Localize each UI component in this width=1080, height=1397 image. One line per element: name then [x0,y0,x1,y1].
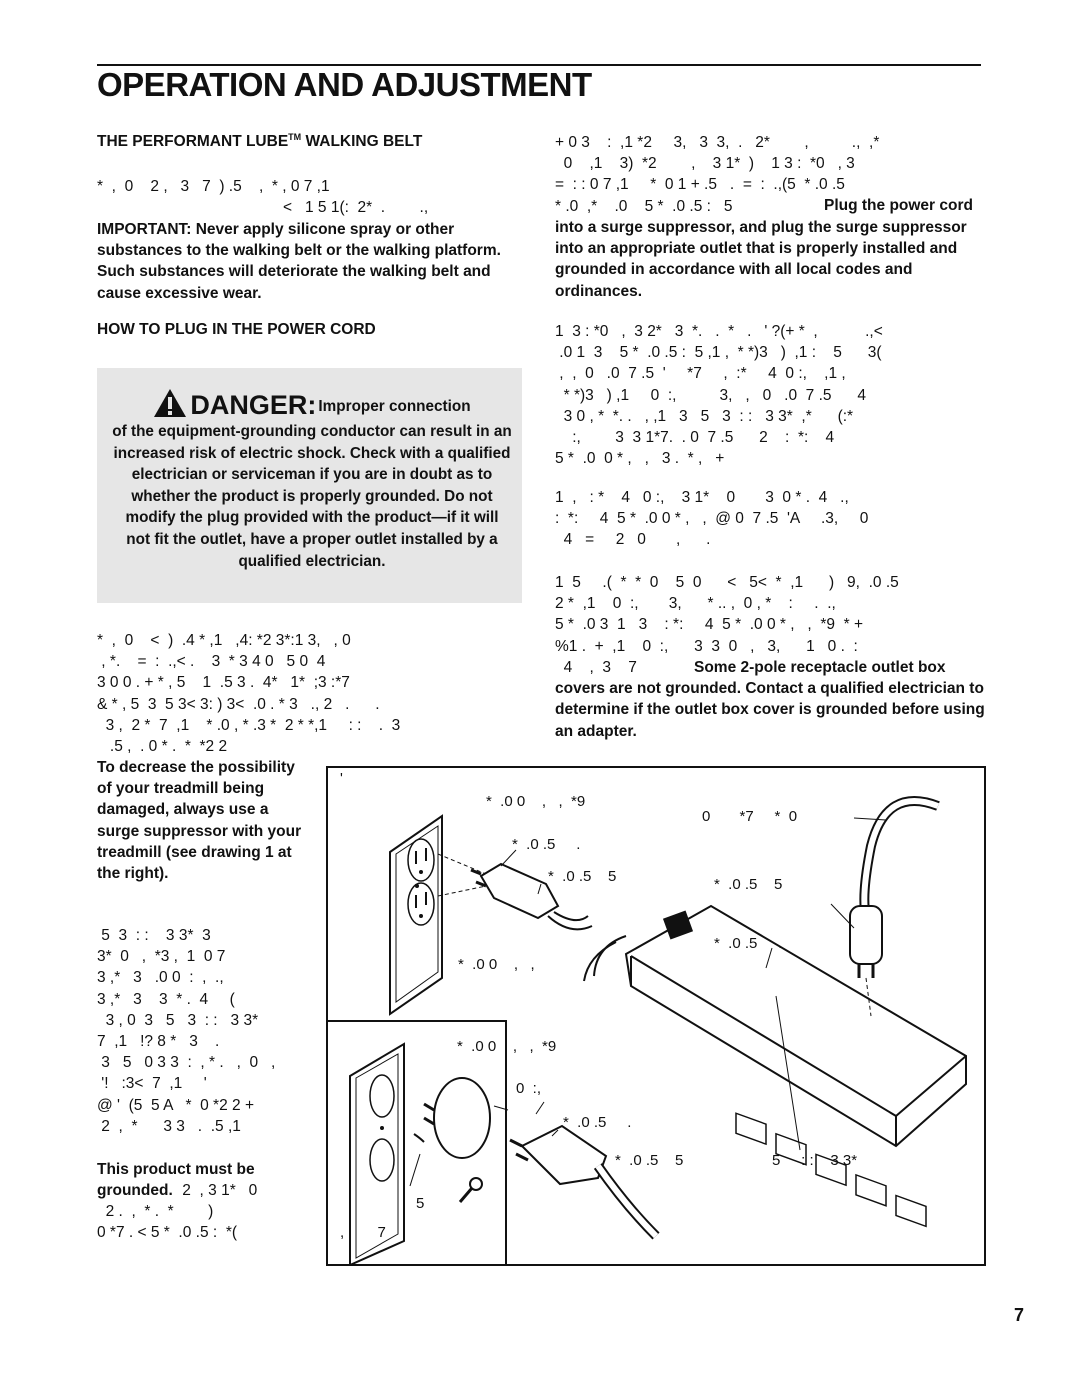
garbled-block [555,487,868,551]
figure-label: * .0 .5 . [512,836,581,853]
page-title: OPERATION AND ADJUSTMENT [97,66,592,103]
garbled-line: @ ' (5 5 A * 0 *2 2 + [97,1096,254,1114]
garbled-line: * , 0 < ) .4 * ,1 ,4: *2 3*:1 3, , 0 [97,632,351,649]
garbled-line: 3 ,* 3 3 * . 4 ( [97,990,235,1008]
garbled-line: .0 1 3 5 * .0 .5 : 5 ,1 , * *)3 ) ,1 : 5 3( [555,344,882,362]
figure-label: * .0 .5 5 [548,868,617,885]
important-note: IMPORTANT: Never apply silicone spray or other substances to the walking belt or the walking platform. Such substances will deteriorate the walking belt and cause excessive wear. [97,221,501,302]
garbled-line: , *. = : .,< . 3 * 3 4 0 5 0 4 [97,653,326,671]
garbled-line: 3 5 0 3 3 : , * . , 0 , [97,1054,276,1072]
garbled-line: + 0 3 : ,1 *2 3, 3 3, . 2* , ., ,* [555,134,880,151]
danger-word: DANGER: [190,390,317,420]
insertion-guide-line [438,886,486,896]
figure-label: * .0 0 , , [458,956,535,973]
grounded-note: This product must be grounded. [97,1161,255,1200]
adapter-note: Some 2-pole receptacle outlet box covers are not grounded. Contact a qualified electrician to determine if the outlet box cover is grounded before using an adapter. [555,659,985,740]
figure-corner-mark: ' [340,770,343,787]
garbled-line: 3 ,* 3 .0 0 : , ., [97,969,224,987]
suppressor-cord [594,936,626,976]
figure-label: 0 *7 * 0 [702,808,798,825]
garbled-line: 5 * .0 0 * , , 3 . * , + [555,450,725,468]
figure-label: 5 : : 3 3* [772,1152,858,1169]
plug-heading: HOW TO PLUG IN THE POWER CORD [97,321,376,338]
garbled-line: 5 3 : : 3 3* 3 [97,927,211,944]
garbled-line: :, 3 3 1*7. . 0 7 .5 2 : *: 4 [555,429,835,447]
garbled-line: 2 * ,1 0 :, 3, * .. , 0 , * : . ., [555,595,836,613]
page-number: 7 [1013,1305,1024,1325]
figure-label: * .0 .5 5 [714,876,783,893]
wall-outlet-icon [390,816,442,1014]
garbled-line: '! :3< 7 ,1 ' [97,1075,207,1093]
surge-note: To decrease the possibility of your treadmill being damaged, always use a surge suppressor with your treadmill (see drawing 1 at the right). [97,759,302,883]
garbled-line: 1 5 .( * * 0 5 0 < 5< * ,1 ) 9, .0 .5 [555,574,899,591]
garbled-line: * .0 ,* .0 5 * .0 .5 : 5 [555,197,733,215]
surge-suppressor-icon [626,906,966,1226]
garbled-line: 0 ,1 3) *2 , 3 1* ) 1 3 : *0 , 3 [555,155,855,173]
suppressor-cord [584,942,616,981]
figure-label: * .0 .5 5 [615,1152,684,1169]
garbled-line: 4 = 2 0 , . [555,531,711,549]
grounding-screw-icon [460,1178,482,1202]
plug-instruction-lead: Plug the power cord [824,197,973,214]
surge-suppressor-figure [326,766,986,1266]
garbled-line: 2 . , * . * ) [97,1203,214,1220]
figure-label: * .0 .5 . [714,935,783,952]
figure-label: * .0 0 , , *9 [486,793,586,810]
figure-label: * .0 0 , , *9 [457,1038,557,1055]
garbled-block [97,925,275,1137]
leader-line [410,1154,420,1186]
garbled-line: 3 0 0 . + * , 5 1 .5 3 . 4* 1* ;3 :*7 [97,674,350,692]
figure-label: 0 :, [516,1080,542,1097]
garbled-line: & * , 5 3 5 3< 3: ) 3< .0 . * 3 ., 2 . . [97,695,380,713]
garbled-line: < 1 5 1(: 2* . ., [283,199,429,216]
garbled-line: , , 0 .0 7 .5 ' *7 , :* 4 0 :, ,1 , [555,365,846,383]
garbled-block [97,630,400,757]
garbled-line: 1 , : * 4 0 :, 3 1* 0 3 0 * . 4 ., [555,489,849,506]
belt-heading [97,132,422,151]
danger-body: of the equipment-grounding conductor can result in an increased risk of electric shock. Check with a qualified electrician or serviceman if you are in doubt as to whether the product is properly grounded. Do not modify the plug provided with the product—if it will not fit the outlet, have a proper outlet installed by a qualified electrician. [112,423,512,570]
power-cord-plug-icon [510,1126,656,1236]
danger-warning [112,388,512,572]
garbled-line: 3 0 , * *. . , ,1 3 5 3 : : 3 3* ,* (:* [555,407,854,425]
garbled-line: 2 , * 3 3 . .5 ,1 [97,1117,241,1135]
figure-label: * .0 .5 . [563,1114,632,1131]
danger-lead: Improper connection [318,398,471,416]
garbled-line: * *)3 ) ,1 0 :, 3, , 0 .0 7 .5 4 [555,386,866,404]
garbled-line: 3 , 0 3 5 3 : : 3 3* [97,1011,259,1029]
figure-label: 5 [416,1195,425,1212]
insertion-guide-line [438,854,486,874]
garbled-line: 1 3 : *0 , 3 2* 3 *. . * . ' ?(+ * , .,< [555,323,883,340]
garbled-line: 0 *7 . < 5 * .0 .5 : *( [97,1224,238,1241]
belt-heading-rest: WALKING BELT [301,133,423,151]
leader-line [536,1102,544,1114]
garbled-line: = : : 0 7 ,1 * 0 1 + .5 . = : .,(5 * .0 .5 [555,176,845,194]
belt-heading-text: THE PERFORMANT LUBE [97,133,289,151]
garbled-line: 3* 0 , *3 , 1 0 7 [97,948,226,966]
garbled-line: 7 ,1 !? 8 * 3 . [97,1033,220,1051]
danger-heading-row [112,388,512,421]
adapter-icon [414,1078,490,1158]
garbled-line: : *: 4 5 * .0 0 * , , @ 0 7 .5 'A .3, 0 [555,510,869,528]
warning-triangle-icon [153,388,187,418]
garbled-line: 3 , 2 * 7 ,1 * .0 , * .3 * 2 * *,1 : : . 3 [97,716,401,734]
garbled-line: %1 . + ,1 0 :, 3 3 0 , 3, 1 0 . : [555,637,858,655]
garbled-block [555,321,883,469]
plug-instruction: into a surge suppressor, and plug the surge suppressor into an appropriate outlet that is properly installed and grounded in accordance with all local codes and ordinances. [555,219,967,300]
garbled-line: 2 , 3 1* 0 [178,1182,258,1199]
figure-label: , 7 [340,1224,386,1241]
power-cord-plug-icon [850,801,938,978]
garbled-line: 5 * .0 3 1 3 : *: 4 5 * .0 0 * , , *9 * + [555,616,864,634]
garbled-line: .5 , . 0 * . * *2 2 [97,738,228,756]
garbled-line: * , 0 2 , 3 7 ) .5 , * , 0 7 ,1 [97,178,330,195]
trademark-mark: TM [288,132,302,142]
garbled-line: 4 , 3 7 [555,658,637,676]
